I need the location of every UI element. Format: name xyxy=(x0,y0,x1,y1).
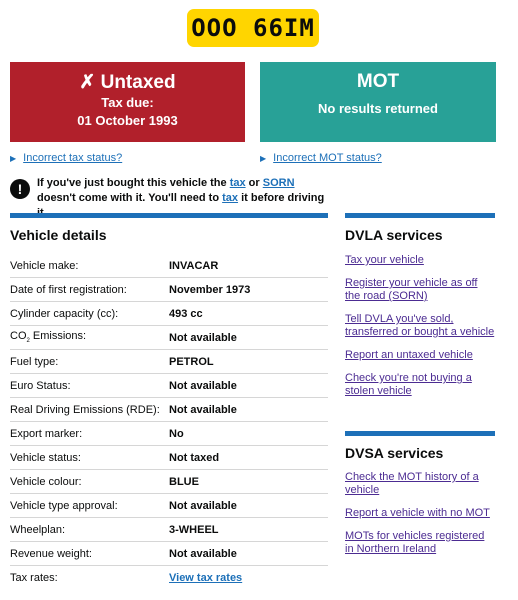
dvla-services-list xyxy=(345,254,495,408)
dvla-services-heading: DVLA services xyxy=(345,227,443,243)
check-mot-history-link[interactable]: Check the MOT history of a vehicle xyxy=(345,471,479,496)
triangle-right-icon: ▶ xyxy=(260,153,267,163)
report-untaxed-link[interactable]: Report an untaxed vehicle xyxy=(345,349,473,361)
check-stolen-link[interactable]: Check you're not buying a stolen vehicle xyxy=(345,372,472,397)
tax-link[interactable]: tax xyxy=(229,177,246,189)
tax-link-2[interactable]: tax xyxy=(222,192,239,204)
incorrect-tax-status[interactable] xyxy=(10,152,122,164)
exclamation-icon: ! xyxy=(10,179,30,199)
sorn-link[interactable]: SORN xyxy=(262,177,295,189)
warning-text: If you've just bought this vehicle the tax or SORN doesn't come with it. You'll need to tax it before driving xyxy=(37,177,325,204)
table-row: Tax rates: View tax rates xyxy=(10,571,243,584)
tax-status-card xyxy=(10,62,245,142)
mot-status-title: MOT xyxy=(356,71,400,92)
table-row: Vehicle type approval: Not available xyxy=(10,494,328,518)
triangle-right-icon: ▶ xyxy=(10,153,17,163)
dvla-services-divider xyxy=(345,213,495,218)
tax-status-title: ✗ Untaxed xyxy=(79,72,176,93)
table-row: Export marker: No xyxy=(10,422,328,446)
registration-plate: OOO 66IM xyxy=(187,9,319,47)
dvsa-services-divider xyxy=(345,431,495,436)
report-no-mot-link[interactable]: Report a vehicle with no MOT xyxy=(345,507,490,519)
mot-result-text: No results returned xyxy=(318,101,438,116)
table-row: Wheelplan: 3-WHEEL xyxy=(10,518,328,542)
tax-due-date: 01 October 1993 xyxy=(77,113,178,128)
table-row: Real Driving Emissions (RDE): Not available xyxy=(10,398,328,422)
vehicle-details-table xyxy=(10,254,328,589)
table-row: Euro Status: Not available xyxy=(10,374,328,398)
tax-your-vehicle-link[interactable]: Tax your vehicle xyxy=(345,254,424,266)
table-row: Date of first registration: November 1973 xyxy=(10,278,328,302)
tell-dvla-sold-link[interactable]: Tell DVLA you've sold, transferred or bought a vehicle xyxy=(345,313,495,338)
table-row: $CO_2$ Emissions: Not available xyxy=(10,326,328,350)
mot-status-card xyxy=(260,62,496,142)
table-row: Fuel type: PETROL xyxy=(10,350,328,374)
incorrect-tax-status-link[interactable]: Incorrect tax status? xyxy=(23,152,123,164)
table-row: Vehicle colour: BLUE xyxy=(10,470,328,494)
table-row: Cylinder capacity (cc): 493 cc xyxy=(10,302,328,326)
table-row: Revenue weight: Not available xyxy=(10,542,328,566)
dvsa-services-list xyxy=(345,471,495,566)
register-sorn-link[interactable]: Register your vehicle as off the road (SORN) xyxy=(345,277,478,302)
vehicle-details-divider xyxy=(10,213,328,218)
incorrect-mot-status-link[interactable]: Incorrect MOT status? xyxy=(273,152,382,164)
table-row: Vehicle make: INVACAR xyxy=(10,254,328,278)
table-row: Vehicle status: Not taxed xyxy=(10,446,328,470)
vehicle-details-heading: Vehicle details xyxy=(10,227,107,243)
tax-due-label: Tax due: xyxy=(101,95,154,110)
dvsa-services-heading: DVSA services xyxy=(345,445,444,461)
mot-northern-ireland-link[interactable]: MOTs for vehicles registered in Northern Ireland xyxy=(345,530,485,555)
incorrect-mot-status[interactable] xyxy=(260,152,382,164)
view-tax-rates-link[interactable]: View tax rates xyxy=(169,571,243,584)
